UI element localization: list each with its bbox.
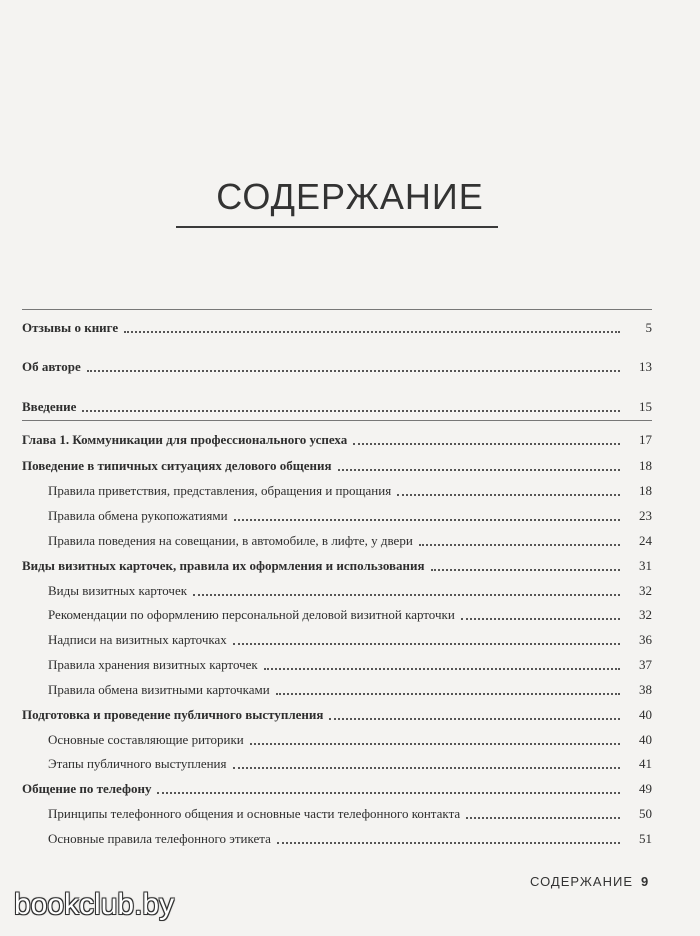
toc-entry-label: Правила приветствия, представления, обращения и прощания [48, 483, 392, 498]
page-title: СОДЕРЖАНИЕ [216, 176, 484, 217]
toc-entry-about-author[interactable] [0, 353, 700, 375]
toc-entry-label: Виды визитных карточек [48, 583, 188, 598]
toc-entry-label: Правила обмена визитными карточками [48, 682, 270, 697]
footer-page-number: 9 [641, 874, 650, 889]
leader-dots [466, 817, 620, 819]
toc-entry-page: 38 [639, 682, 652, 697]
leader-dots [82, 410, 620, 412]
toc-entry-page: 36 [639, 632, 652, 647]
toc-entry-label: Правила хранения визитных карточек [48, 657, 258, 672]
toc-entry-page: 41 [639, 756, 652, 771]
toc-entry-label: Основные правила телефонного этикета [48, 831, 271, 846]
toc-entry-label: Подготовка и проведение публичного выступления [22, 707, 324, 722]
toc-entry-subsection[interactable] [0, 750, 700, 772]
toc-entry-label: Об авторе [22, 359, 81, 374]
leader-dots [419, 544, 620, 546]
toc-entry-page: 51 [639, 831, 652, 846]
toc-entry-page: 23 [639, 508, 652, 523]
leader-dots [461, 618, 620, 620]
toc-entry-page: 18 [639, 458, 652, 473]
toc-entry-page: 31 [639, 558, 652, 573]
leader-dots [431, 569, 620, 571]
leader-dots [233, 767, 621, 769]
toc-entry-subsection[interactable] [0, 626, 700, 648]
separator-line [22, 309, 652, 310]
toc-entry-page: 50 [639, 806, 652, 821]
toc-entry-page: 40 [639, 707, 652, 722]
leader-dots [193, 594, 620, 596]
toc-entry-label: Принципы телефонного общения и основные части телефонного контакта [48, 806, 461, 821]
toc-entry-section[interactable] [0, 452, 700, 474]
toc-entry-subsection[interactable] [0, 527, 700, 549]
toc-entry-page: 32 [639, 607, 652, 622]
toc-entry-label: Глава 1. Коммуникации для профессионального успеха [22, 432, 348, 447]
toc-entry-section[interactable] [0, 552, 700, 574]
toc-entry-label: Виды визитных карточек, правила их оформления и использования [22, 558, 425, 573]
toc-entry-page: 18 [639, 483, 652, 498]
toc-entry-label: Правила поведения на совещании, в автомобиле, в лифте, у двери [48, 533, 413, 548]
leader-dots [234, 519, 620, 521]
toc-entry-page: 40 [639, 732, 652, 747]
toc-entry-introduction[interactable] [0, 393, 700, 415]
toc-entry-page: 15 [639, 399, 652, 414]
separator-line [22, 420, 652, 421]
toc-entry-page: 17 [639, 432, 652, 447]
toc-entry-subsection[interactable] [0, 800, 700, 822]
toc-entry-label: Поведение в типичных ситуациях делового общения [22, 458, 332, 473]
leader-dots [338, 469, 620, 471]
leader-dots [329, 718, 620, 720]
toc-entry-page: 49 [639, 781, 652, 796]
leader-dots [353, 443, 620, 445]
toc-entry-page: 24 [639, 533, 652, 548]
leader-dots [87, 370, 620, 372]
toc-entry-subsection[interactable] [0, 601, 700, 623]
toc-entry-subsection[interactable] [0, 577, 700, 599]
toc-entry-label: Основные составляющие риторики [48, 732, 244, 747]
toc-entry-page: 5 [645, 320, 652, 335]
toc-entry-label: Отзывы о книге [22, 320, 119, 335]
leader-dots [397, 494, 620, 496]
leader-dots [157, 792, 620, 794]
watermark-logo: bookclub.by [14, 888, 175, 921]
toc-entry-section[interactable] [0, 701, 700, 723]
toc-entry-subsection[interactable] [0, 477, 700, 499]
toc-entry-chapter-1[interactable] [0, 426, 700, 448]
toc-entry-reviews[interactable] [0, 314, 700, 336]
toc-entry-label: Надписи на визитных карточках [48, 632, 227, 647]
leader-dots [276, 693, 620, 695]
toc-entry-label: Этапы публичного выступления [48, 756, 227, 771]
toc-entry-page: 32 [639, 583, 652, 598]
toc-entry-subsection[interactable] [0, 825, 700, 847]
toc-entry-section[interactable] [0, 775, 700, 797]
leader-dots [250, 743, 620, 745]
toc-entry-subsection[interactable] [0, 726, 700, 748]
toc-entry-page: 13 [639, 359, 652, 374]
leader-dots [277, 842, 620, 844]
toc-entry-subsection[interactable] [0, 676, 700, 698]
leader-dots [124, 331, 620, 333]
toc-entry-subsection[interactable] [0, 502, 700, 524]
running-footer [530, 874, 649, 889]
toc-entry-label: Общение по телефону [22, 781, 152, 796]
footer-section-title: СОДЕРЖАНИЕ [530, 874, 634, 889]
toc-entry-label: Правила обмена рукопожатиями [48, 508, 228, 523]
toc-entry-subsection[interactable] [0, 651, 700, 673]
toc-entry-page: 37 [639, 657, 652, 672]
leader-dots [233, 643, 620, 645]
toc-entry-label: Рекомендации по оформлению персональной деловой визитной карточки [48, 607, 455, 622]
leader-dots [264, 668, 620, 670]
toc-entry-label: Введение [22, 399, 77, 414]
title-underline [176, 226, 498, 228]
